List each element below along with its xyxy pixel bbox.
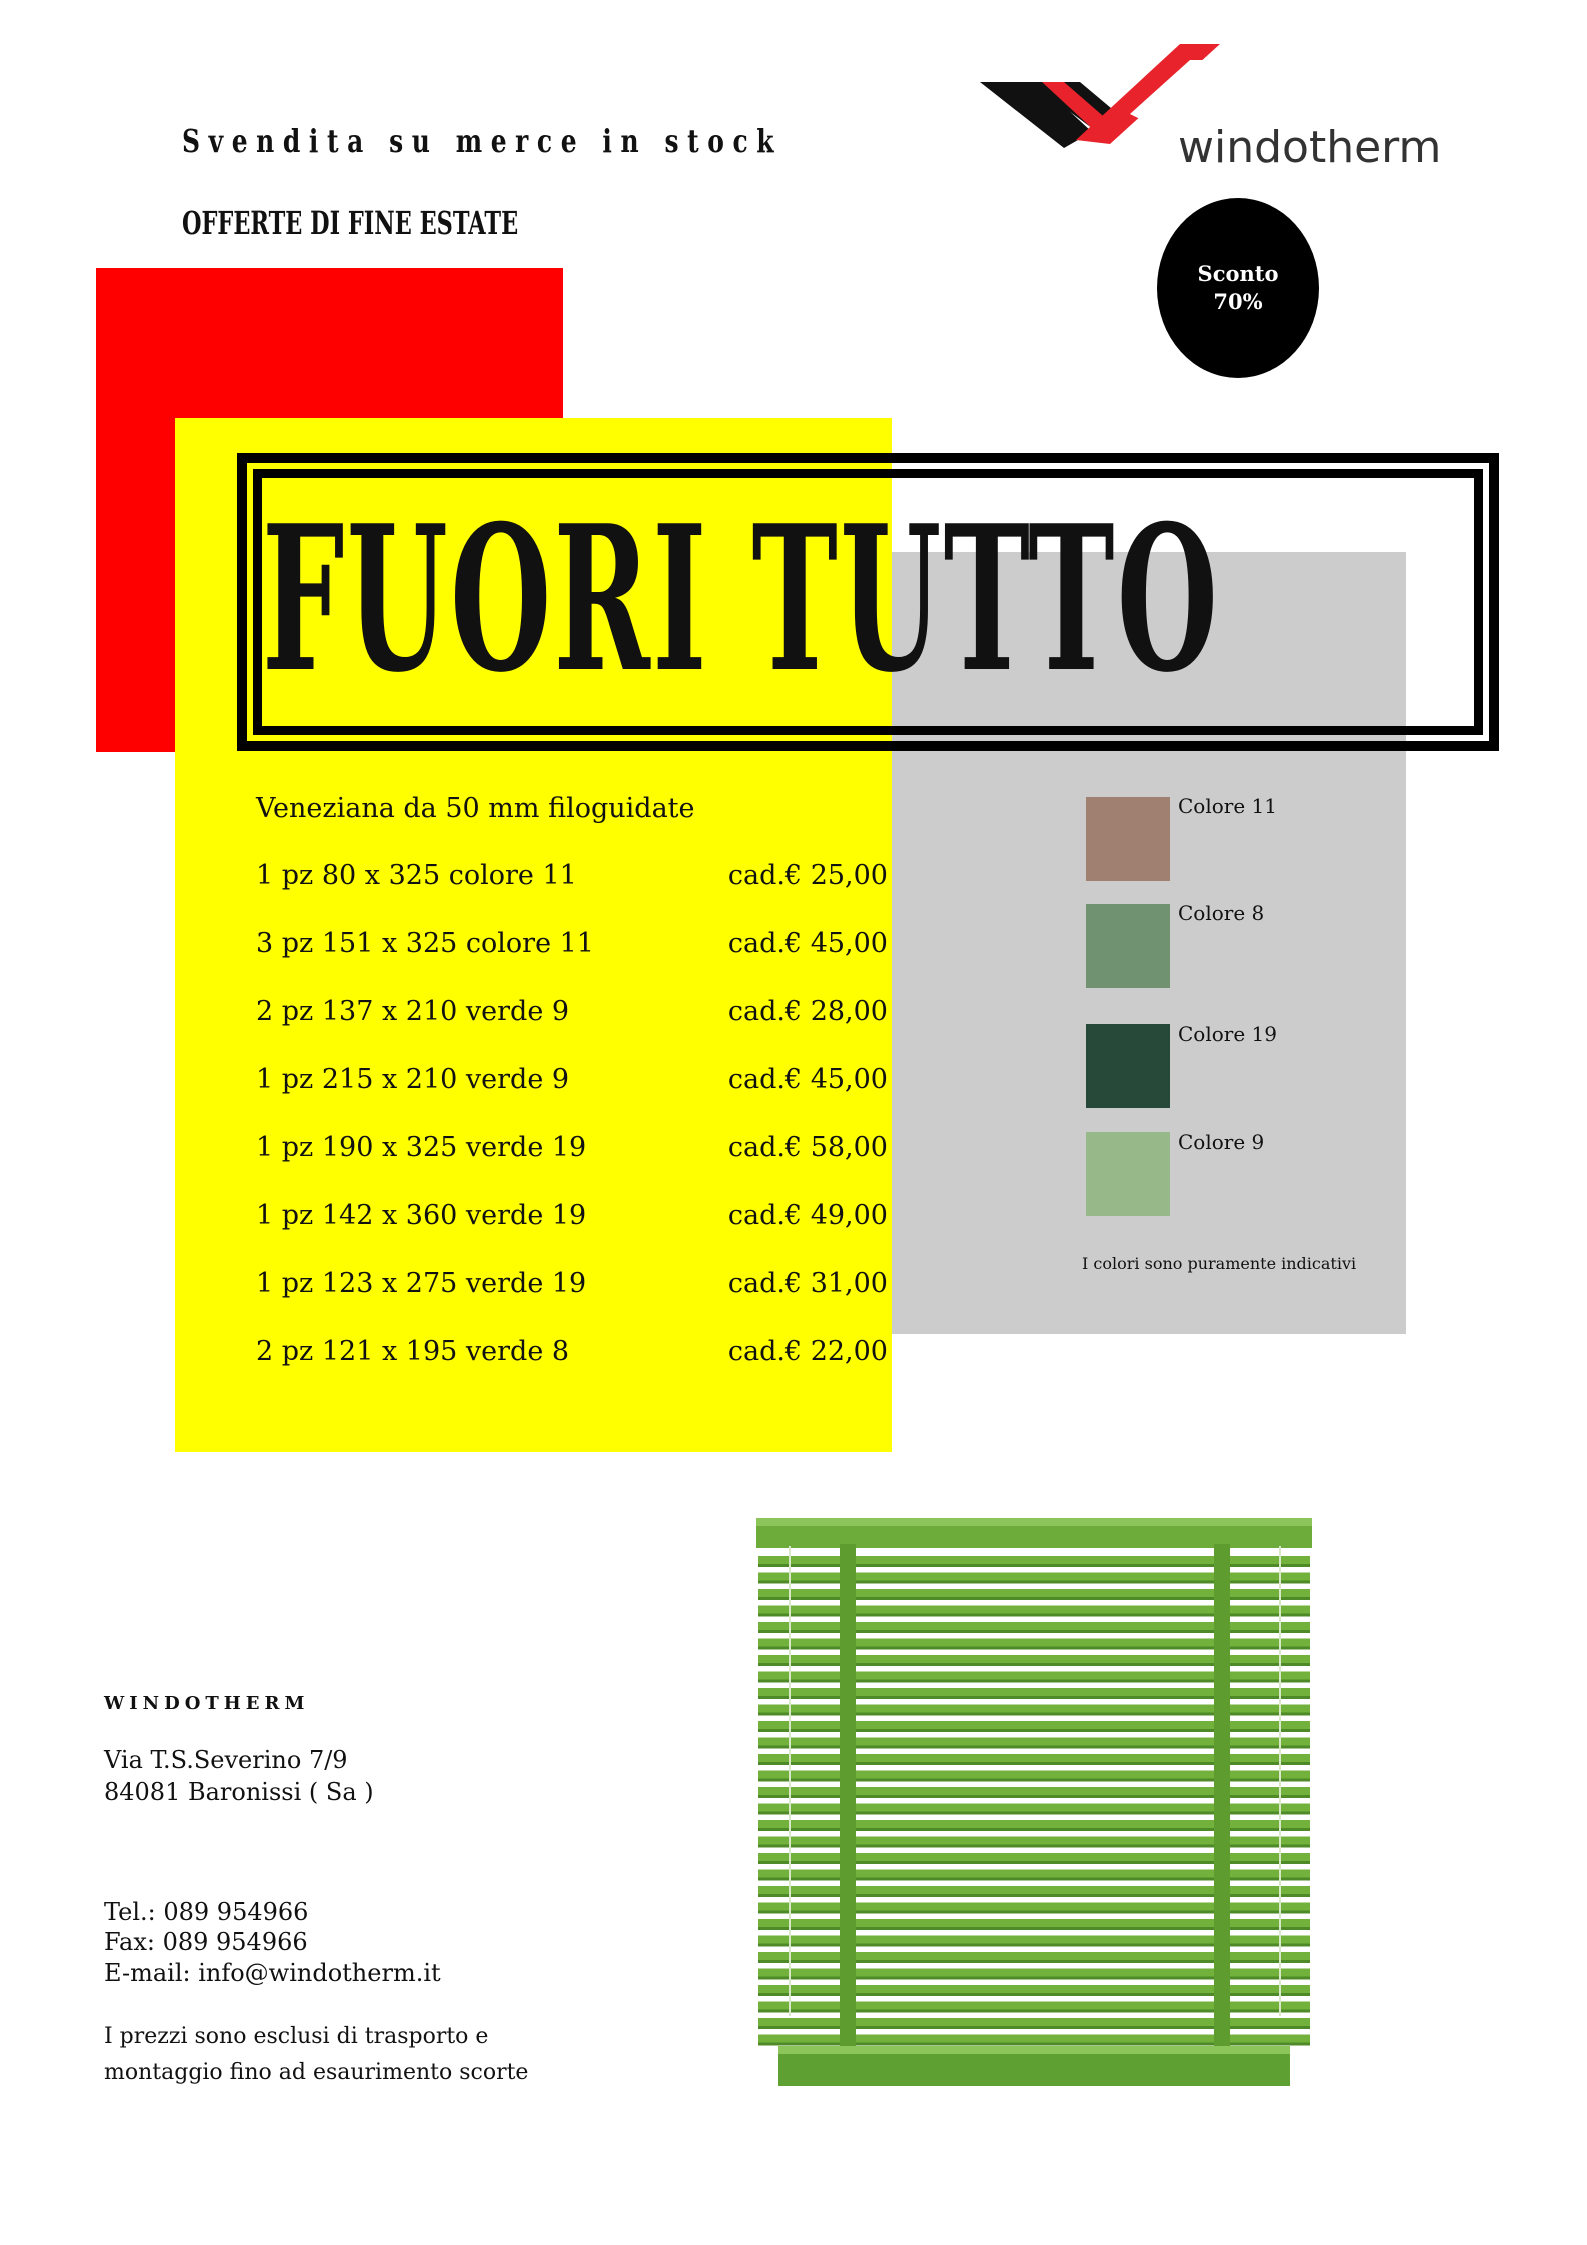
price-note-line-1: I prezzi sono esclusi di trasporto e	[104, 2024, 489, 2049]
row-desc: 1 pz 80 x 325 colore 11	[256, 860, 577, 891]
row-desc: 3 pz 151 x 325 colore 11	[256, 928, 594, 959]
swatch-colore-9	[1086, 1132, 1170, 1216]
windotherm-logo-text: windotherm	[1178, 122, 1442, 173]
row-price: cad.€ 28,00	[727, 996, 888, 1027]
fax: Fax: 089 954966	[104, 1928, 308, 1956]
row-desc: 1 pz 123 x 275 verde 19	[256, 1268, 587, 1299]
price-row	[256, 1336, 888, 1376]
price-row	[256, 1064, 888, 1104]
price-note-line-2: montaggio fino ad esaurimento scorte	[104, 2060, 529, 2085]
swatch-colore-11	[1086, 797, 1170, 881]
swatch-label: Colore 11	[1178, 794, 1277, 818]
row-desc: 1 pz 190 x 325 verde 19	[256, 1132, 587, 1163]
swatch-colore-8	[1086, 904, 1170, 988]
row-price: cad.€ 31,00	[727, 1268, 888, 1299]
row-price: cad.€ 58,00	[727, 1132, 888, 1163]
price-row	[256, 996, 888, 1036]
row-price: cad.€ 49,00	[727, 1200, 888, 1231]
price-row	[256, 928, 888, 968]
address-line-2: 84081 Baronissi ( Sa )	[104, 1778, 374, 1806]
company-name: WINDOTHERM	[104, 1693, 310, 1714]
swatch-label: Colore 19	[1178, 1022, 1277, 1046]
swatch-note: I colori sono puramente indicativi	[1082, 1254, 1357, 1273]
row-desc: 1 pz 215 x 210 verde 9	[256, 1064, 570, 1095]
swatch-label: Colore 8	[1178, 901, 1265, 925]
swatch-colore-19	[1086, 1024, 1170, 1108]
price-row	[256, 860, 888, 900]
headline: FUORI TUTTO	[262, 482, 1221, 717]
price-row	[256, 1268, 888, 1308]
address-line-1: Via T.S.Severino 7/9	[104, 1746, 348, 1774]
price-row	[256, 1132, 888, 1172]
row-price: cad.€ 45,00	[727, 928, 888, 959]
row-desc: 2 pz 137 x 210 verde 9	[256, 996, 570, 1027]
tagline: Svendita su merce in stock	[182, 122, 783, 160]
row-price: cad.€ 45,00	[727, 1064, 888, 1095]
row-price: cad.€ 25,00	[727, 860, 888, 891]
price-row	[256, 1200, 888, 1240]
swatch-label: Colore 9	[1178, 1130, 1265, 1154]
email[interactable]: E-mail: info@windotherm.it	[104, 1959, 441, 1987]
product-title: Veneziana da 50 mm filoguidate	[256, 793, 695, 824]
discount-label: Sconto	[1197, 261, 1279, 286]
subtitle: OFFERTE DI FINE ESTATE	[182, 204, 519, 242]
venetian-blind-image	[748, 1516, 1320, 2092]
row-price: cad.€ 22,00	[727, 1336, 888, 1367]
discount-value: 70%	[1213, 289, 1263, 314]
row-desc: 1 pz 142 x 360 verde 19	[256, 1200, 587, 1231]
phone: Tel.: 089 954966	[104, 1898, 309, 1926]
discount-badge	[1157, 198, 1319, 378]
row-desc: 2 pz 121 x 195 verde 8	[256, 1336, 570, 1367]
